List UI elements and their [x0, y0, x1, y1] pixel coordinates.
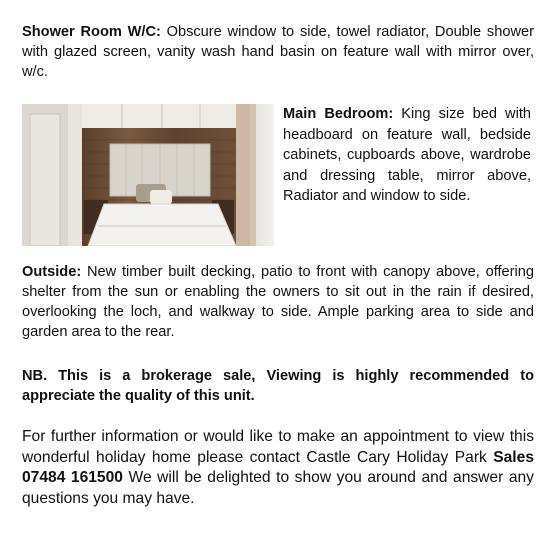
contact-text-after: We will be delighted to show you around and answer any questions you may have. — [22, 469, 534, 507]
main-bedroom-text: King size bed with headboard on feature wall, bedside cabinets, cupboards above, wardrobe and dressing table, mirror above, Radiator and window to side. — [283, 106, 531, 204]
shower-room-paragraph — [22, 22, 534, 82]
contact-paragraph — [22, 427, 534, 509]
outside-paragraph — [22, 262, 534, 342]
main-bedroom-heading: Main Bedroom: — [283, 106, 394, 122]
sales-phone: Sales 07484 161500 — [22, 448, 534, 487]
outside-heading: Outside: — [22, 264, 82, 280]
shower-room-text: Obscure window to side, towel radiator, Double shower with glazed screen, vanity wash hand basin on feature wall with mirror over, w/c. — [22, 24, 534, 80]
shower-room-heading: Shower Room W/C: — [22, 24, 161, 40]
bedroom-photo — [22, 104, 274, 246]
main-bedroom-paragraph — [283, 104, 531, 207]
contact-text-before: For further information or would like to make an appointment to view this wonderful holiday home please contact Castle Cary Holiday Park — [22, 428, 534, 466]
brokerage-note: NB. This is a brokerage sale, Viewing is highly recommended to appreciate the quality of this unit. — [22, 368, 534, 404]
outside-text: New timber built decking, patio to front with canopy above, offering shelter from the sun or enabling the owners to sit out in the rain if desired, overlooking the loch, and walkway to side. Ample parking area to side and garden area to the rear. — [22, 264, 534, 340]
